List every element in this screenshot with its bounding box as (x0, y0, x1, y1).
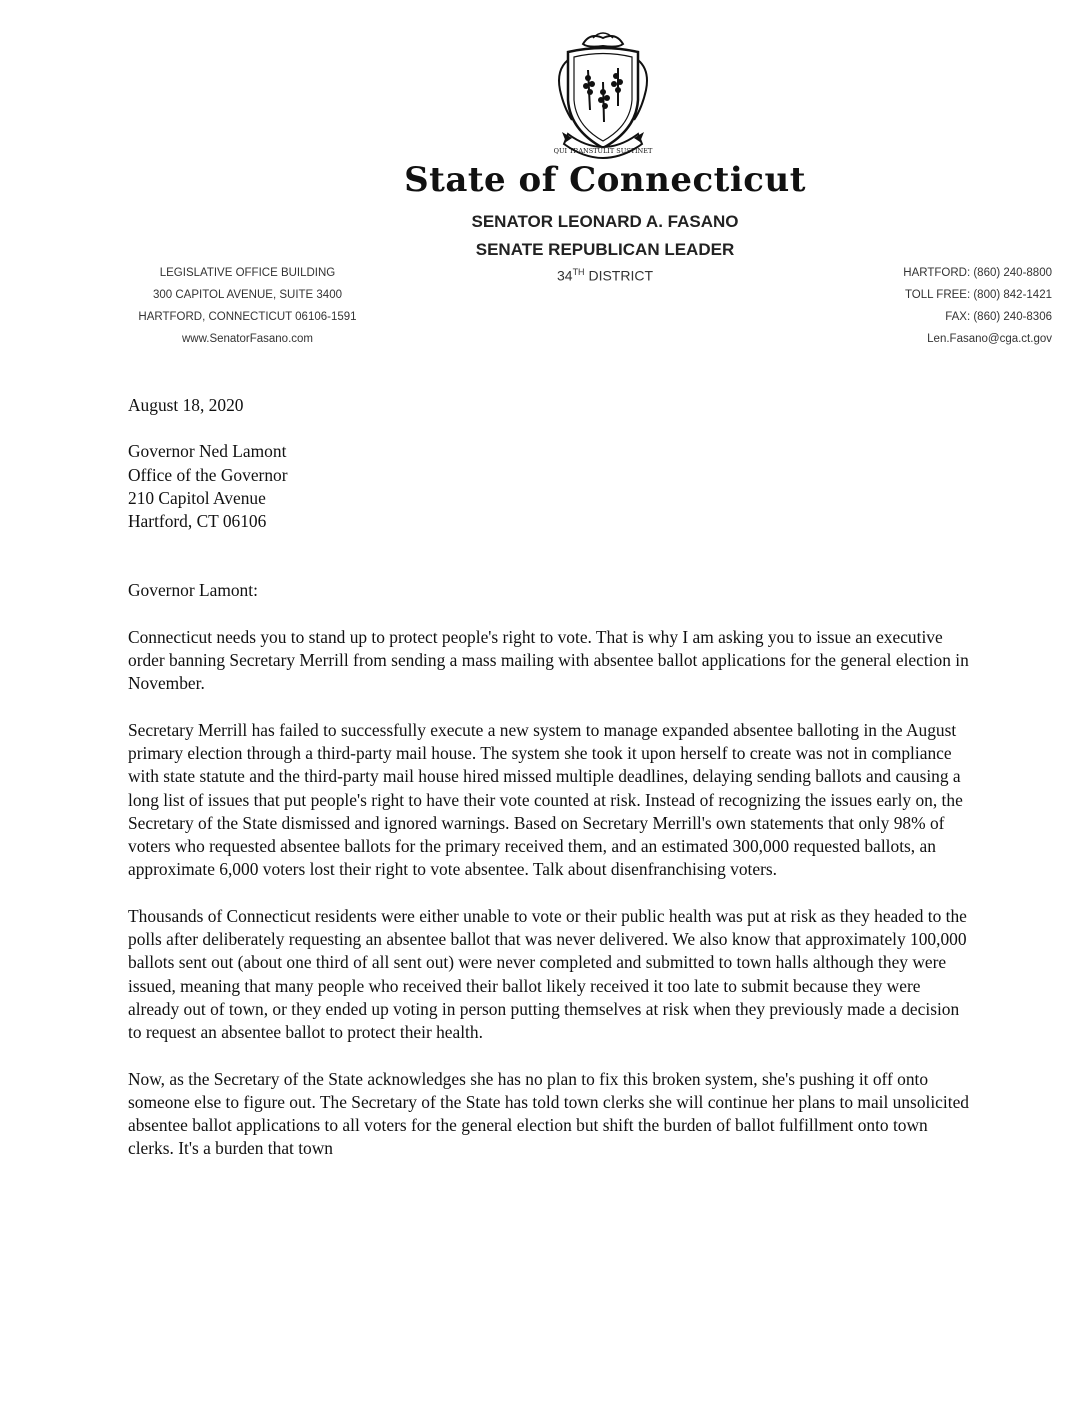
address-line: 300 CAPITOL AVENUE, SUITE 3400 (153, 289, 342, 301)
email-link[interactable]: Len.Fasano@cga.ct.gov (927, 333, 1052, 345)
district (360, 267, 850, 284)
recipient-line: Office of the Governor (128, 464, 288, 485)
state-title: State of Connecticut (404, 160, 806, 200)
district-number: 34 (556, 267, 573, 284)
letter-date: August 18, 2020 (128, 395, 244, 415)
seal-motto: QUI TRANSTULIT SUSTINET (553, 147, 653, 155)
state-seal-icon (538, 30, 668, 162)
website-link[interactable]: www.SenatorFasano.com (181, 333, 314, 345)
recipient-line: Hartford, CT 06106 (128, 511, 267, 532)
phone-toll-free: TOLL FREE: (800) 842-1421 (904, 289, 1052, 301)
address-line: LEGISLATIVE OFFICE BUILDING (159, 267, 336, 279)
recipient-address (128, 440, 970, 533)
district-suffix: TH (572, 267, 585, 277)
salutation: Governor Lamont: (128, 580, 258, 601)
district-word: DISTRICT (588, 267, 654, 284)
paragraph: Connecticut needs you to stand up to protect people's right to vote. That is why I am asking you to issue an executive order banning Secretary Merrill from sending a mass mailing with absentee ballot applications for the general election in November. (128, 626, 969, 694)
recipient-line: Governor Ned Lamont (128, 441, 287, 462)
senator-role: SENATE REPUBLICAN LEADER (475, 240, 735, 259)
fax-number: FAX: (860) 240-8306 (945, 311, 1052, 323)
paragraph: Secretary Merrill has failed to successfully execute a new system to manage expanded absentee balloting in the August primary election through a third-party mail house. The system she took it upon herself to create was not in compliance with state statute and the third-party mail house hired missed multiple deadlines, delaying sending ballots and causing a long list of issues that put people's right to have their vote counted at risk. Instead of recognizing the issues early on, the Secretary of the State dismissed and ignored warnings. Based on Secretary Merrill's own statements that only 98% of voters who requested absentee ballots for the primary received them, and an estimated 300,000 requested ballots, an approximate 6,000 voters lost their right to vote absentee. Talk about disenfranchising voters. (128, 719, 963, 880)
letter-body (128, 394, 970, 1184)
contact-info (820, 262, 1052, 350)
office-address (120, 262, 375, 350)
paragraph: Now, as the Secretary of the State acknowledges she has no plan to fix this broken system, she's pushing it off onto someone else to figure out. The Secretary of the State has told town clerks she will continue her plans to mail unsolicited absentee ballot applications to all voters for the general election but shift the burden of ballot fulfillment onto town clerks. It's a burden that town (128, 1068, 969, 1159)
phone-hartford: HARTFORD: (860) 240-8800 (903, 267, 1052, 279)
address-line: HARTFORD, CONNECTICUT 06106-1591 (138, 311, 357, 323)
senator-name: SENATOR LEONARD A. FASANO (471, 212, 739, 231)
recipient-line: 210 Capitol Avenue (128, 487, 266, 508)
paragraph: Thousands of Connecticut residents were either unable to vote or their public health was put at risk as they headed to the polls after deliberately requesting an absentee ballot that was never delivered. We also know that approximately 100,000 ballots sent out (about one third of all sent out) were never completed and submitted to town halls although they were issued, meaning that many people who received their ballot likely received it too late to submit because they were already out of town, or they ended up voting in person putting themselves at risk when they previously made a decision to request an absentee ballot to protect their health. (128, 905, 967, 1043)
